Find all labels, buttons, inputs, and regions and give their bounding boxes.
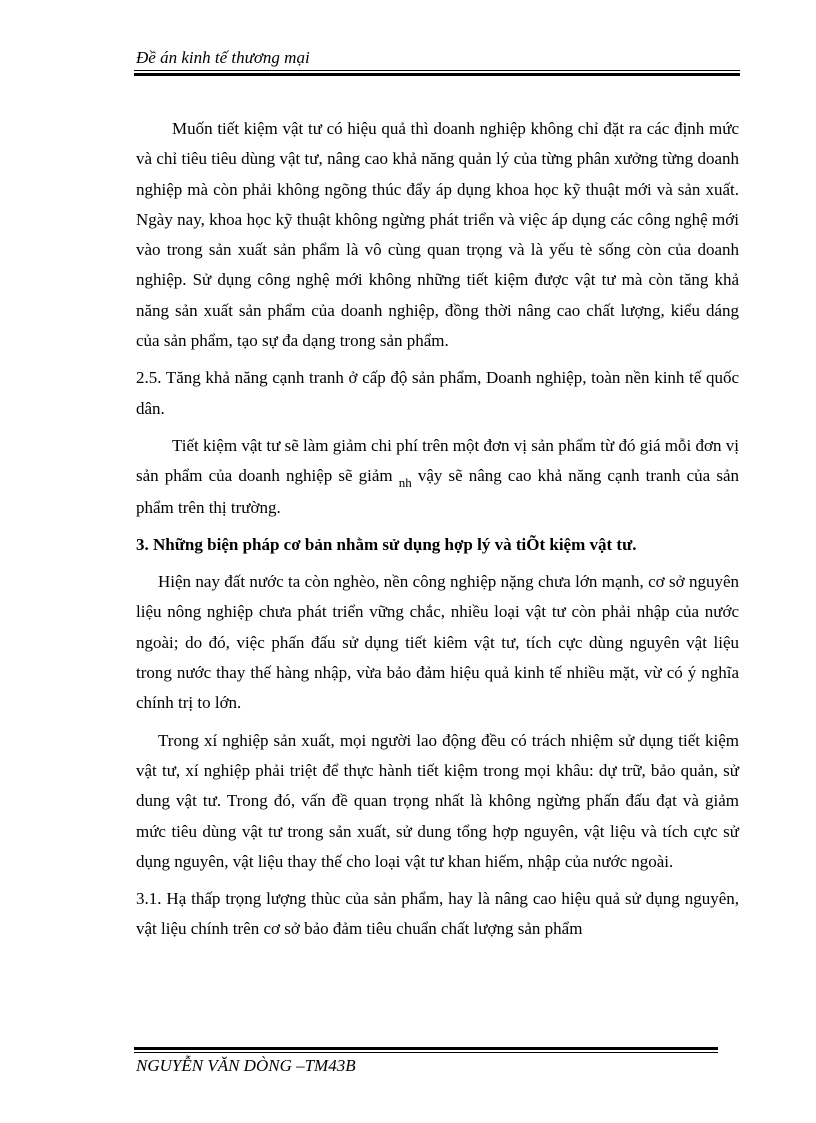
paragraph-competition-part-b: vậy sẽ nâng cao khả năng cạnh tranh của sản phẩm trên thị trường. xyxy=(136,466,739,517)
section-2-5-heading: 2.5. Tăng khả năng cạnh tranh ở cấp độ sản phẩm, Doanh nghiệp, toàn nền kinh tế quốc dân. xyxy=(136,368,739,418)
document-body xyxy=(136,114,739,952)
header-rule-thick xyxy=(134,73,740,76)
page-header-title: Đề án kinh tế thương mại xyxy=(136,48,310,67)
paragraph-competition-part-a: Tiết kiệm vật tư sẽ làm giảm chi phí trên một đơn vị sản phẩm từ đó giá mỗi đơn vị sản phẩm của doanh nghiệp sẽ giảm xyxy=(136,435,739,486)
section-3-1-heading: 3.1. Hạ thấp trọng lượng thùc của sản phẩm, hay là nâng cao hiệu quả sử dụng nguyên, vật liệu chính trên cơ sở bảo đảm tiêu chuẩn chất lượng sản phẩm xyxy=(136,889,739,939)
footer-rule-thin xyxy=(134,1052,718,1053)
footer-rule-thick xyxy=(134,1047,718,1050)
paragraph-enterprise-duty: Trong xí nghiệp sản xuất, mọi người lao động đều có trách nhiệm sử dụng tiết kiệm vật tư, xí nghiệp phải triệt để thực hành tiết kiệm trong mọi khâu: dự trữ, bảo quản, sử dung vật tư. Trong đó, vấn đề quan trọng nhất là không ngừng phấn đấu đạt và giảm mức tiêu dùng vật tư trong sản xuất, sử dung tổng hợp nguyên, vật liệu và tích cực sử dụng nguyên, vật liệu thay thế cho loại vật tư khan hiếm, nhập của nước ngoài. xyxy=(136,730,739,871)
header-rule-thin xyxy=(134,70,740,71)
paragraph-country-situation: Hiện nay đất nước ta còn nghèo, nền công nghiệp nặng chưa lớn mạnh, cơ sở nguyên liệu nông nghiệp chưa phát triển vững chắc, nhiều loại vật tư còn phải nhập của nước ngoài; do đó, việc phấn đấu sử dụng tiết kiêm vật tư, tích cực dùng nguyên vật liệu trong nước thay thế hàng nhập, vừa bảo đảm hiệu quả kinh tế nhiều mặt, vừ có ý nghĩa chính trị to lớn. xyxy=(136,572,739,713)
page-footer-author: NGUYỄN VĂN DÒNG –TM43B xyxy=(136,1056,356,1075)
paragraph-technology: Muốn tiết kiệm vật tư có hiệu quả thì doanh nghiệp không chỉ đặt ra các định mức và chỉ tiêu tiêu dùng vật tư, nâng cao khả năng quản lý của từng phân xưởng từng doanh nghiệp mà còn phải không ngõng thúc đẩy áp dụng khoa học kỹ thuật mới và sản xuất. Ngày nay, khoa học kỹ thuật không ngừng phát triển và việc áp dụng các công nghệ mới vào trong sản xuất sản phẩm là vô cùng quan trọng và là yếu tè sống còn của doanh nghiệp. Sử dụng công nghệ mới không những tiết kiệm được vật tư mà còn tăng khả năng sản xuất sản phẩm của doanh nghiệp, đồng thời nâng cao chất lượng, kiểu dáng của sản phẩm, tạo sự đa dạng trong sản phẩm. xyxy=(136,119,739,351)
section-3-heading: 3. Những biện pháp cơ bản nhằm sử dụng hợp lý và tiÕt kiệm vật tư. xyxy=(136,534,637,554)
paragraph-competition xyxy=(136,431,739,523)
stray-subscript-text: nh xyxy=(398,475,412,491)
